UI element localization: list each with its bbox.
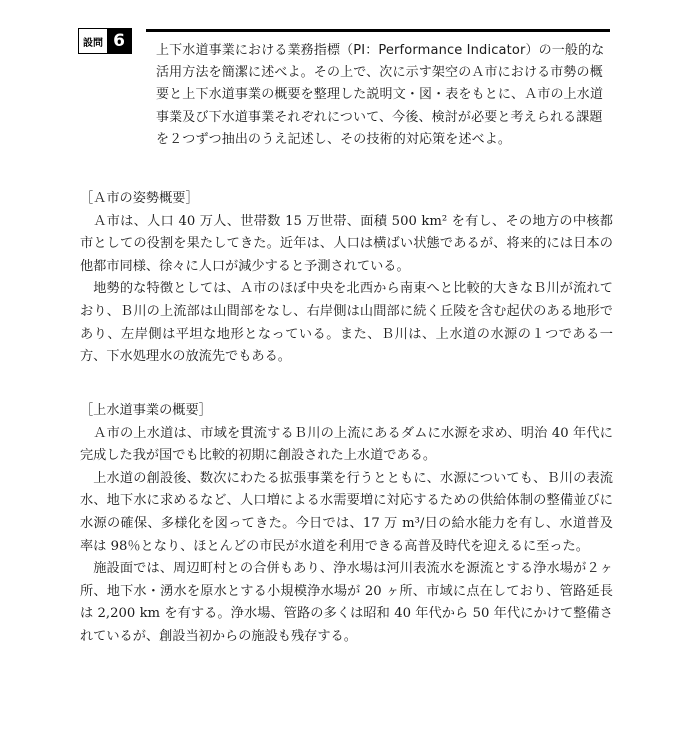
question-text: 上下水道事業における業務指標（PI：Performance Indicator）の一般的な活用方法を簡潔に述べよ。その上で、次に示す架空のＡ市における市勢の概要と上下水道事業の概要を整理した説明文・図・表をもとに、Ａ市の上水道事業及び下水道事業それぞれについて、今後、検討が必要と考えられる課題を２つずつ抽出のうえ記述し、その技術的対応策を述べよ。 <box>156 43 605 147</box>
paragraph: Ａ市の上水道は、市域を貫流するＢ川の上流にあるダムに水源を求め、明治 40 年代に完成した我が国でも比較的初期に創設された上水道である。 <box>80 425 613 464</box>
question-number: 6 <box>107 29 131 53</box>
question-badge <box>78 28 132 54</box>
section-heading: ［上水道事業の概要］ <box>80 403 212 418</box>
paragraph: 地勢的な特徴としては、Ａ市のほぼ中央を北西から南東へと比較的大きなＢ川が流れており、Ｂ川の上流部は山間部をなし、右岸側は山間部に続く丘陵を含む起伏のある地形であり、左岸側は平坦な地形となっている。また、Ｂ川は、上水道の水源の１つである一方、下水処理水の放流先でもある。 <box>80 281 613 365</box>
section-water-supply-overview <box>80 400 613 649</box>
paragraph: 施設面では、周辺町村との合併もあり、浄水場は河川表流水を源流とする浄水場が２ヶ所、地下水・湧水を原水とする小規模浄水場が 20 ヶ所、市域に点在しており、管路延長は 2,200 km を有する。浄水場、管路の多くは昭和 40 年代から 50 年代にかけて整備されているが、創設当初からの施設も残存する。 <box>80 561 613 644</box>
header-rule <box>146 29 610 32</box>
question-label: 設問 <box>79 29 107 53</box>
paragraph: Ａ市は、人口 40 万人、世帯数 15 万世帯、面積 500 km² を有し、その地方の中核都市としての役割を果たしてきた。近年は、人口は横ばい状態であるが、将来的には日本の他都市同様、徐々に人口が減少すると予測されている。 <box>80 213 613 274</box>
paragraph: 上水道の創設後、数次にわたる拡張事業を行うとともに、水源についても、Ｂ川の表流水、地下水に求めるなど、人口増による水需要増に対応するための供給体制の整備並びに水源の確保、多様化を図ってきた。今日では、17 万 m³/日の給水能力を有し、水道普及率は 98％となり、ほとんどの市民が水道を利用できる高普及時代を迎えるに至った。 <box>80 470 613 554</box>
section-city-overview <box>80 188 613 369</box>
section-heading: ［Ａ市の姿勢概要］ <box>80 191 199 206</box>
